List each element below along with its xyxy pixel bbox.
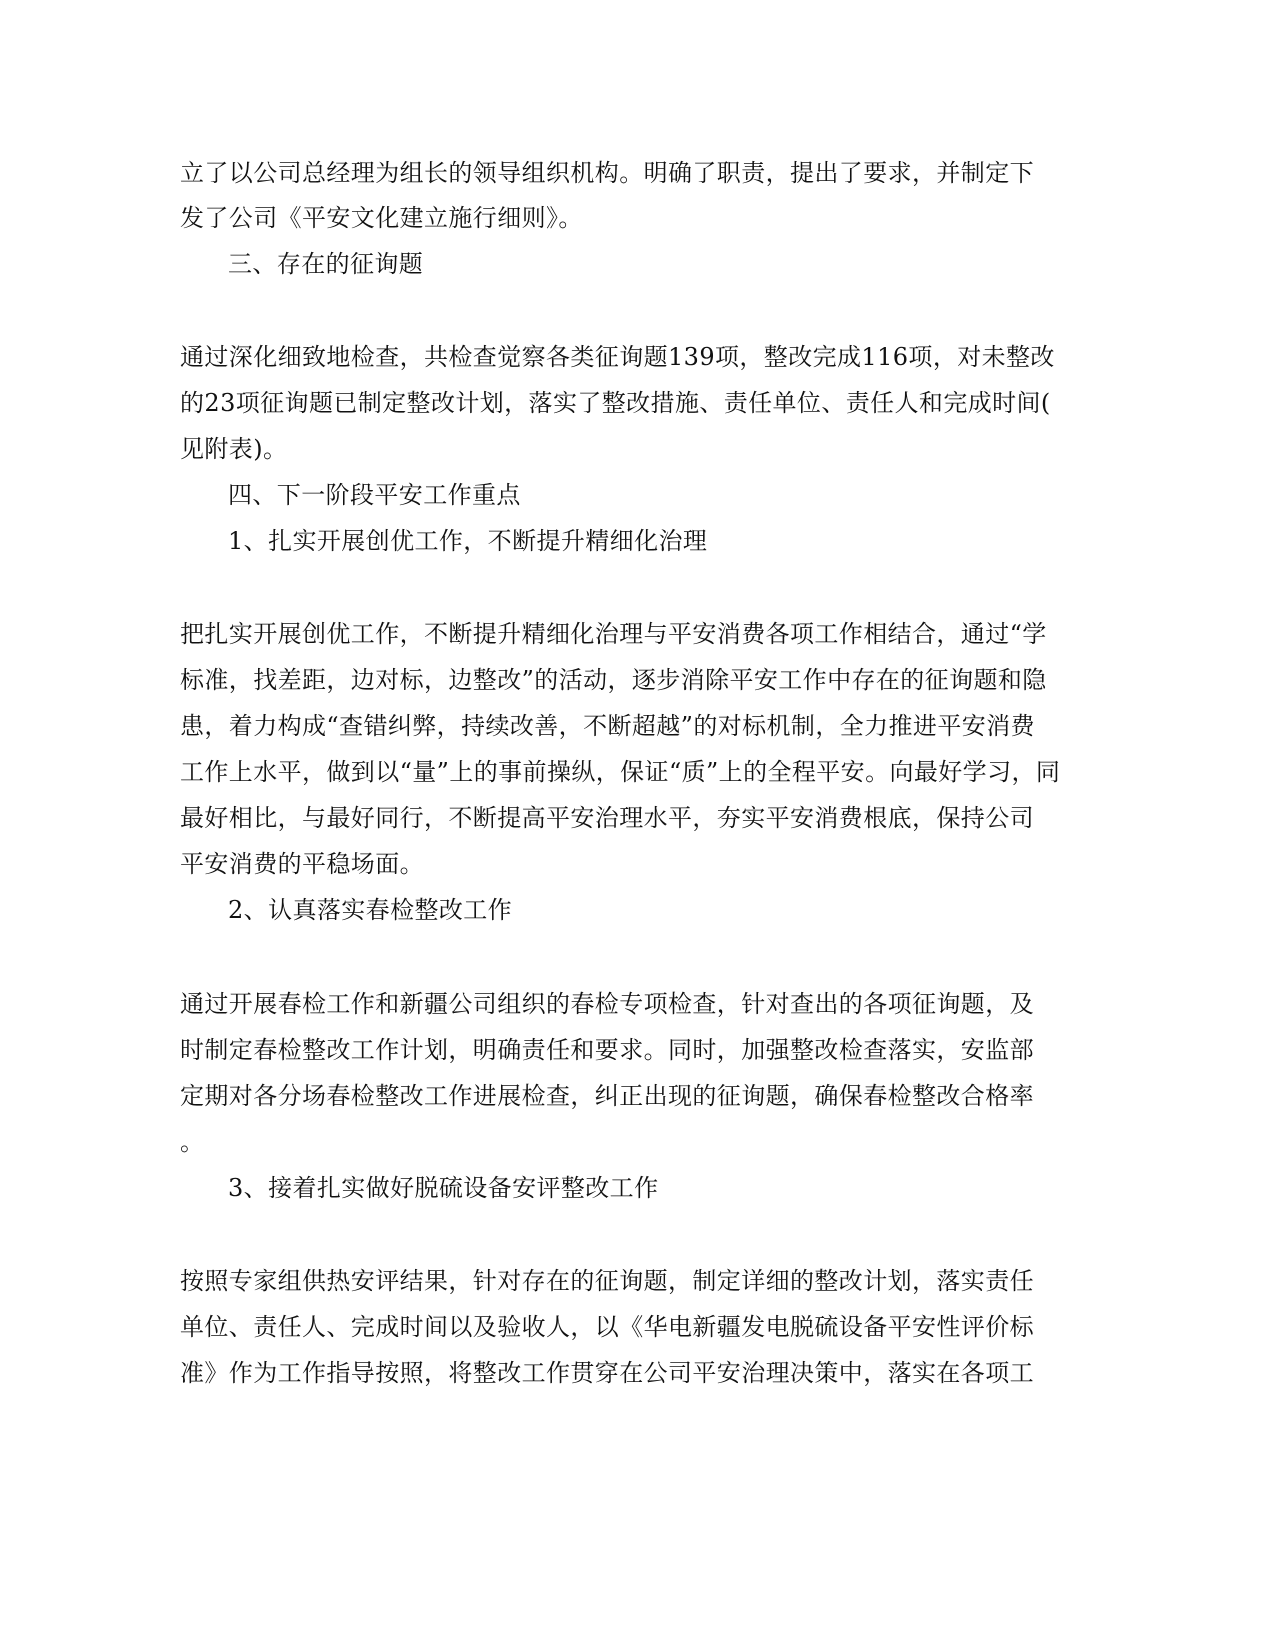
- body-text-line: 。: [180, 1128, 205, 1156]
- section-heading: 三、存在的征询题: [228, 250, 424, 278]
- subsection-heading: 1、扎实开展创优工作，不断提升精细化治理: [228, 527, 708, 555]
- section-heading: 四、下一阶段平安工作重点: [228, 481, 521, 509]
- body-text-line: 发了公司《平安文化建立施行细则》。: [180, 204, 583, 232]
- body-text-line: 最好相比，与最好同行，不断提高平安治理水平，夯实平安消费根底，保持公司: [180, 804, 1034, 832]
- body-text-line: 工作上水平，做到以“量”上的事前操纵，保证“质”上的全程平安。向最好学习，同: [180, 758, 1061, 786]
- body-text-line: 单位、责任人、完成时间以及验收人，以《华电新疆发电脱硫设备平安性评价标: [180, 1313, 1034, 1341]
- body-text-line: 标准，找差距，边对标，边整改”的活动，逐步消除平安工作中存在的征询题和隐: [180, 666, 1047, 694]
- body-text-line: 见附表)。: [180, 435, 288, 463]
- body-text-line: 平安消费的平稳场面。: [180, 850, 424, 878]
- body-text-line: 通过开展春检工作和新疆公司组织的春检专项检查，针对查出的各项征询题，及: [180, 990, 1034, 1018]
- body-text-line: 立了以公司总经理为组长的领导组织机构。明确了职责，提出了要求，并制定下: [180, 159, 1034, 187]
- body-text-line: 把扎实开展创优工作，不断提升精细化治理与平安消费各项工作相结合，通过“学: [180, 620, 1047, 648]
- subsection-heading: 3、接着扎实做好脱硫设备安评整改工作: [228, 1174, 659, 1202]
- subsection-heading: 2、认真落实春检整改工作: [228, 896, 513, 924]
- body-text-line: 患，着力构成“查错纠弊，持续改善，不断超越”的对标机制，全力推进平安消费: [180, 712, 1035, 740]
- body-text-line: 定期对各分场春检整改工作进展检查，纠正出现的征询题，确保春检整改合格率: [180, 1082, 1034, 1110]
- body-text-line: 时制定春检整改工作计划，明确责任和要求。同时，加强整改检查落实，安监部: [180, 1036, 1034, 1064]
- body-text-line: 通过深化细致地检查，共检查觉察各类征询题139项，整改完成116项，对未整改: [180, 343, 1055, 371]
- body-text-line: 的23项征询题已制定整改计划，落实了整改措施、责任单位、责任人和完成时间(: [180, 389, 1051, 417]
- body-text-line: 准》作为工作指导按照，将整改工作贯穿在公司平安治理决策中，落实在各项工: [180, 1359, 1034, 1387]
- body-text-line: 按照专家组供热安评结果，针对存在的征询题，制定详细的整改计划，落实责任: [180, 1267, 1034, 1295]
